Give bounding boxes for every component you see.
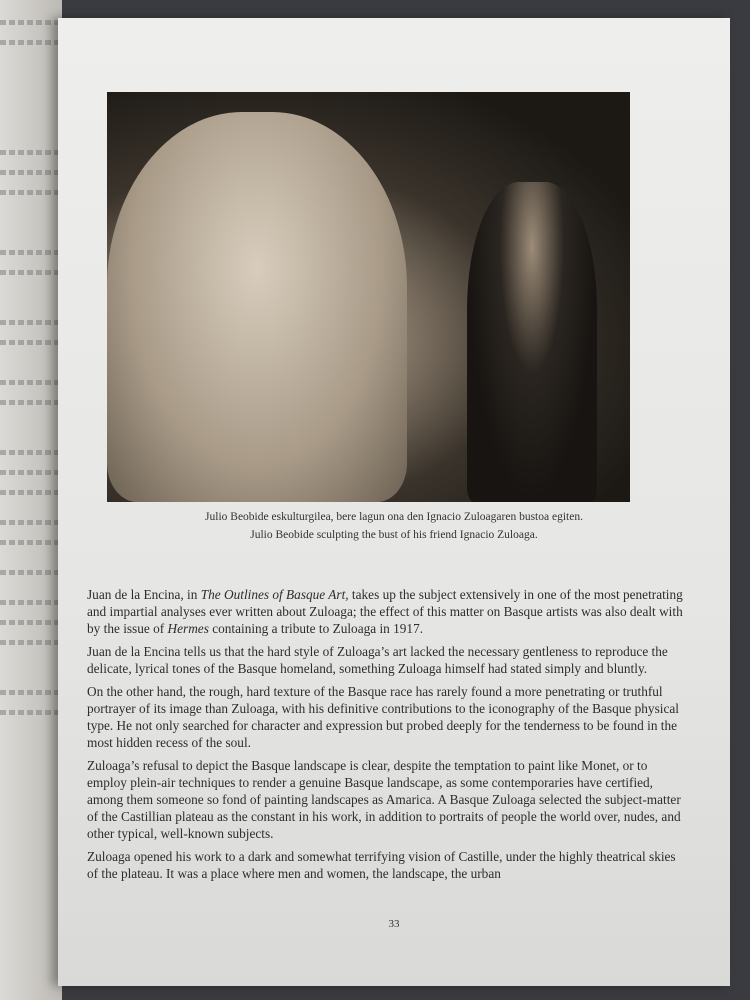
caption-basque: Julio Beobide eskulturgilea, bere lagun ona den Ignacio Zuloagaren bustoa egiten. — [205, 511, 583, 523]
paragraph: Zuloaga opened his work to a dark and somewhat terrifying vision of Castille, under the highly theatrical skies of the plateau. It was a place where men and women, the landscape, the urban — [87, 849, 676, 881]
caption-english: Julio Beobide sculpting the bust of his friend Ignacio Zuloaga. — [250, 529, 538, 541]
paragraph: Juan de la Encina, in The Outlines of Basque Art, takes up the subject extensively in one of the most penetrating and impartial analyses ever written about Zuloaga; the effect of this matter on Basque artists was also dealt with by the issue of Hermes containing a tribute to Zuloaga in 1917. — [87, 587, 683, 636]
paragraph: Juan de la Encina tells us that the hard style of Zuloaga’s art lacked the necessary gentleness to reproduce the delicate, lyrical tones of the Basque homeland, something Zuloaga himself had stated simply and bluntly. — [87, 644, 668, 676]
body-text — [87, 586, 687, 888]
photograph — [107, 92, 630, 502]
sculpture-bust — [107, 112, 407, 502]
paragraph: On the other hand, the rough, hard texture of the Basque race has rarely found a more penetrating or truthful portrayer of its image than Zuloaga, with his definitive contributions to the iconography of the Basque physical type. He not only searched for character and expression but probed deeply for the tenderness to be found in the most hidden recess of the soul. — [87, 684, 679, 750]
sculptor-figure — [467, 182, 597, 502]
book-page — [58, 18, 730, 986]
paragraph: Zuloaga’s refusal to depict the Basque landscape is clear, despite the temptation to paint like Monet, or to employ plein-air techniques to render a genuine Basque landscape, as some contemporaries have certified, among them someone so fond of painting landscapes as Amarica. A Basque Zuloaga selected the subject-matter of the Castillian plateau as the constant in his work, in addition to portraits of people the world over, nudes, and other typical, well-known subjects. — [87, 758, 681, 841]
facing-page — [0, 0, 62, 1000]
page-number: 33 — [388, 918, 400, 930]
